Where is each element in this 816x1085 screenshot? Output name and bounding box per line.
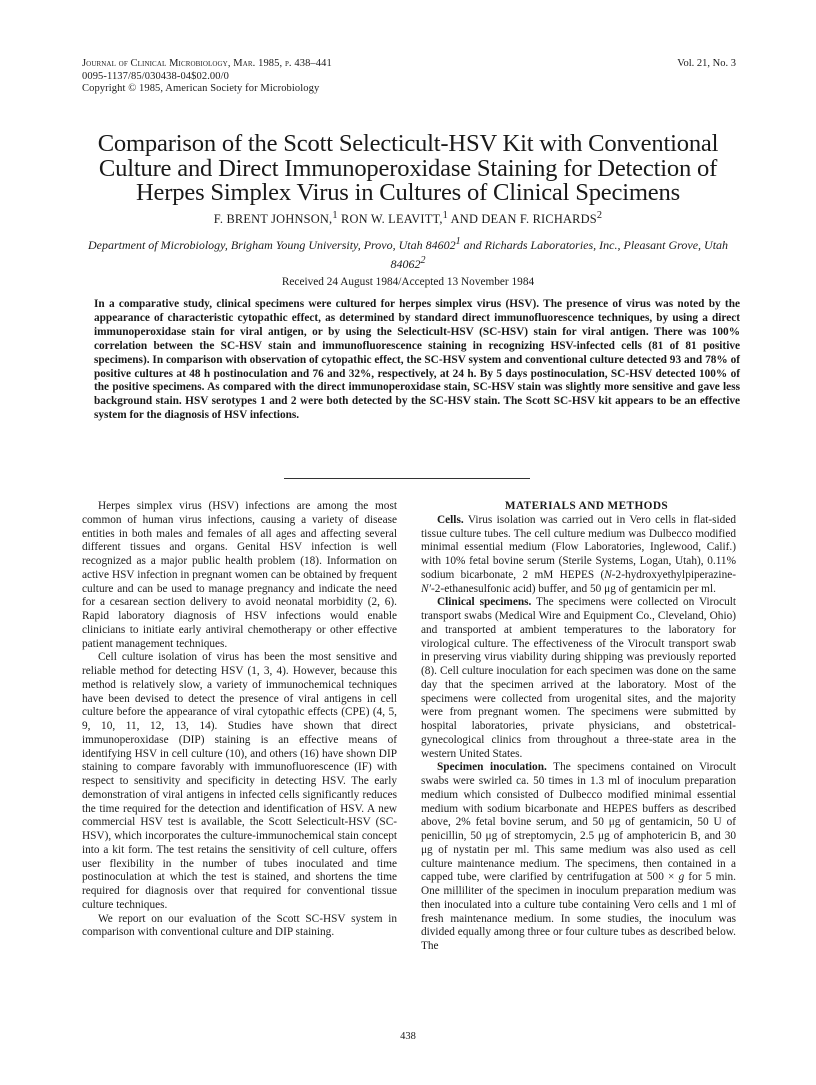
intro-paragraph-1: Herpes simplex virus (HSV) infections are among the most common of human virus infections, causing a variety of disease entities in both males and females of all ages and affecting several different tissues and organs. Genital HSV infection is well recognized as a major public health problem (18). Information on active HSV infection in pregnant women can be obtained by frequent culture and can be used to manage pregnancy and indicate the need for a cesarean section delivery to avoid neonatal morbidity (2, 6). Rapid laboratory diagnosis of HSV infections would enable clinicians to initiate early antiviral chemotherapy or other effective patient management techniques. <box>82 500 397 650</box>
clinical-specimens-paragraph: Clinical specimens. The specimens were collected on Virocult transport swabs (Medical Wire and Equipment Co., Cleveland, Ohio) and transported at ambient temperatures to the laboratory for virological culture. The effectiveness of the Virocult transport swab in preserving virus viability during shipping was previously reported (8). Cell culture inoculation for each specimen was done on the same day that the specimen arrived at the laboratory. Most of the specimens were collected from urogenital sites, and the majority were from pregnant women. The specimens were submitted by hospital laboratories, private physicians, and obstetrical-gynecological clinics from throughout a three-state area in the western United States. <box>421 596 736 760</box>
section-heading: MATERIALS AND METHODS <box>504 500 669 512</box>
running-header <box>82 58 332 96</box>
affiliations: Department of Microbiology, Brigham Young University, Provo, Utah 84602$^1$ and Richards Laboratories, Inc., Pleasant Grove, Utah 84062$^2$ <box>87 236 729 271</box>
cells-paragraph: Cells. Virus isolation was carried out in Vero cells in flat-sided tissue culture tubes. The cell culture medium was Dulbecco modified minimal essential medium (Flow Laboratories, Inglewood, Calif.) with 10% fetal bovine serum (Sterile Systems, Logan, Utah), 0.11% sodium bicarbonate, 2 mM HEPES (N-2-hydroxyethylpiperazine-N′-2-ethanesulfonic acid) buffer, and 50 μg of gentamicin per ml. <box>421 513 736 595</box>
section-divider <box>284 478 530 479</box>
page-number: 438 <box>400 1031 416 1042</box>
intro-paragraph-2: Cell culture isolation of virus has been the most sensitive and reliable method for detecting HSV (1, 3, 4). However, because this method is relatively slow, a variety of immunochemical techniques have been devised to detect the presence of viral antigens in cell culture before the appearance of viral cytopathic effects (CPE) (4, 5, 9, 10, 11, 12, 13, 14). Studies have shown that direct immunoperoxidase (DIP) staining is an effective means of identifying HSV in cell culture (10), and others (16) have shown DIP staining to compare favorably with immunofluorescence (IF) with respect to sensitivity and specificity in detecting HSV. The early demonstration of viral antigens in infected cells significantly reduces the time required for the detection and identification of HSV. A new commercial HSV test is available, the Scott Selecticult-HSV (SC-HSV), which incorporates the culture-immunochemical stain concept into a kit form. The test retains the sensitivity of cell culture, offers user flexibility in the number of tubes inoculated and time postinoculation at which the test is stained, and shortens the time required for diagnosis over that required for conventional tissue culture techniques. <box>82 651 397 911</box>
copyright-line: Copyright © 1985, American Society for Microbiology <box>82 83 320 94</box>
left-column <box>82 500 397 940</box>
volume-issue: Vol. 21, No. 3 <box>677 58 736 69</box>
right-column <box>421 500 736 954</box>
author-list: F. BRENT JOHNSON,$^1$ RON W. LEAVITT,$^1$ AND DEAN F. RICHARDS$^2$ <box>213 210 603 227</box>
author-leavitt: RON W. LEAVITT, <box>337 212 443 227</box>
received-dates: Received 24 August 1984/Accepted 13 November 1984 <box>281 276 535 288</box>
journal-citation: Journal of Clinical Microbiology, Mar. 1985, p. 438–441 <box>82 58 332 69</box>
author-richards: AND DEAN F. RICHARDS <box>448 212 597 227</box>
specimen-inoculation-paragraph: Specimen inoculation. The specimens contained on Virocult swabs were swirled ca. 50 times in 1.3 ml of inoculum preparation medium which consisted of Dulbecco modified minimal essential medium with sodium bicarbonate and HEPES buffers as described above, 2% fetal bovine serum, and 50 μg of gentamicin, 50 U of penicillin, 50 μg of streptomycin, 2.5 μg of amphotericin B, and 30 μg of nystatin per ml. This same medium was also used as cell culture maintenance medium. The specimens, then contained in a capped tube, were clarified by centrifugation at 500 × g for 5 min. One milliliter of the specimen in inoculum preparation medium was then inoculated into a culture tube containing Vero cells and 1 ml of fresh maintenance medium. In some studies, the inoculum was divided equally among three or four culture tubes as described below. The <box>421 761 736 952</box>
abstract: In a comparative study, clinical specimens were cultured for herpes simplex virus (HSV). The presence of virus was noted by the appearance of characteristic cytopathic effect, as determined by standard direct immunofluorescence techniques, by using a direct immunoperoxidase stain for viral antigen, or by using the Selecticult-HSV (SC-HSV) stain for viral antigen. There was 100% correlation between the SC-HSV stain and immunofluorescence staining in recognizing HSV-infected cells (81 of 81 positive specimens). In comparison with observation of cytopathic effect, the SC-HSV system and conventional culture detected 93 and 78% of positive cultures at 48 h postinoculation and 76 and 32%, respectively, at 24 h. By 5 days postinoculation, SC-HSV detected 100% of the positive specimens. As compared with the direct immunoperoxidase stain, SC-HSV stain was slightly more sensitive and gave less background stain. HSV serotypes 1 and 2 were both detected by the SC-HSV stain. The Scott SC-HSV kit appears to be an effective system for the diagnosis of HSV infections. <box>94 298 740 422</box>
article-code: 0095-1137/85/030438-04$02.00/0 <box>82 70 229 82</box>
intro-paragraph-3: We report on our evaluation of the Scott SC-HSV system in comparison with conventional culture and DIP staining. <box>82 912 397 939</box>
article-title: Comparison of the Scott Selecticult-HSV Kit with Conventional Culture and Direct Immunoperoxidase Staining for Detection of Herpes Simplex Virus in Cultures of Clinical Specimens <box>97 130 719 206</box>
author-johnson: F. BRENT JOHNSON, <box>213 212 333 227</box>
